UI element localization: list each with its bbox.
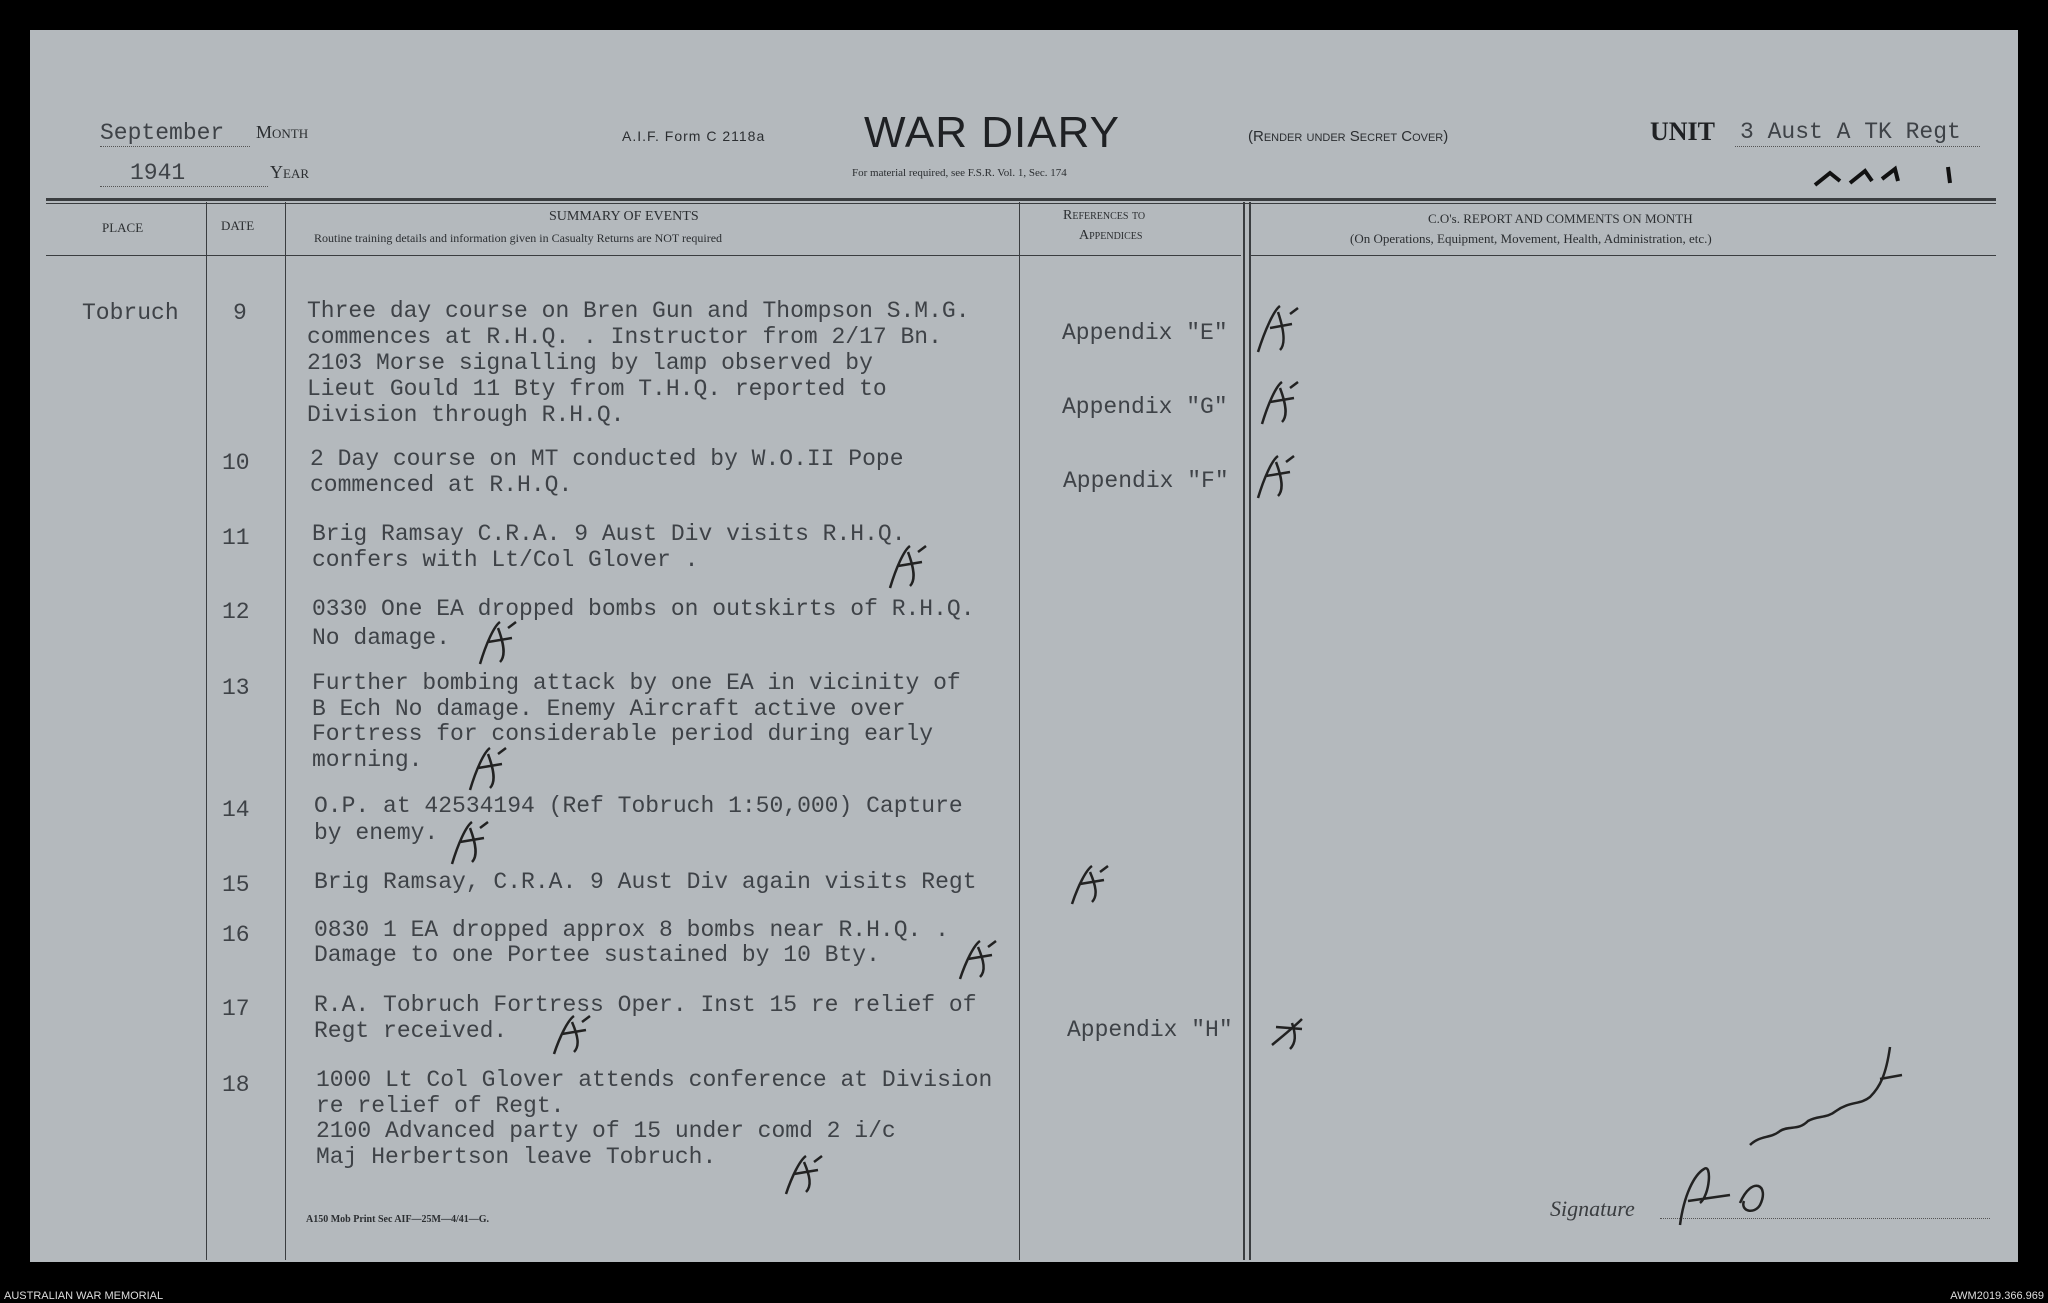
appendix-e: Appendix "E" bbox=[1062, 320, 1228, 346]
col-place: PLACE bbox=[102, 220, 144, 235]
entry-date: 18 bbox=[222, 1072, 250, 1098]
entry-text bbox=[310, 446, 904, 498]
entry-line: confers with Lt/Col Glover . bbox=[312, 547, 699, 573]
entry-date: 11 bbox=[222, 525, 250, 551]
entry-line: Brig Ramsay C.R.A. 9 Aust Div visits R.H.Q. bbox=[312, 521, 906, 547]
header-bottom-rule bbox=[46, 255, 1241, 256]
place-date-divider bbox=[206, 202, 207, 1260]
appendix-f: Appendix "F" bbox=[1063, 468, 1229, 494]
entry-text bbox=[312, 595, 975, 653]
handwritten-initial-mark bbox=[470, 616, 530, 671]
col-co-subtitle: (On Operations, Equipment, Movement, Health, Administration, etc.) bbox=[1350, 231, 1712, 246]
refs-co-divider-double bbox=[1249, 202, 1251, 1260]
unit-label: UNIT bbox=[1650, 117, 1716, 146]
summary-refs-divider bbox=[1019, 202, 1020, 1260]
handwritten-initial-mark bbox=[950, 935, 1010, 985]
col-references-line2: Appendices bbox=[1079, 228, 1143, 243]
entry-text: Brig Ramsay, C.R.A. 9 Aust Div again visits Regt bbox=[314, 869, 977, 895]
entry-line: by enemy. bbox=[314, 820, 439, 846]
year-value: 1941 bbox=[130, 160, 186, 186]
entry-text bbox=[312, 521, 906, 573]
entry-line: Fortress for considerable period during early bbox=[312, 721, 934, 747]
col-co-title: C.O's. REPORT AND COMMENTS ON MONTH bbox=[1428, 211, 1693, 226]
handwritten-initial-mark bbox=[1262, 1005, 1322, 1055]
year-label: Year bbox=[270, 162, 309, 182]
month-value: September bbox=[100, 120, 225, 146]
secret-cover-note: (Render under Secret Cover) bbox=[1248, 128, 1449, 145]
place-value: Tobruch bbox=[82, 300, 179, 326]
date-summary-divider bbox=[285, 202, 286, 1260]
entry-line: 0330 One EA dropped bombs on outskirts of R.H.Q. bbox=[312, 596, 975, 622]
entry-line: 2 Day course on MT conducted by W.O.II Pope bbox=[310, 446, 904, 472]
handwritten-initial-mark bbox=[1248, 450, 1308, 505]
entry-line: commenced at R.H.Q. bbox=[310, 472, 573, 498]
table-top-rule-thin bbox=[46, 203, 1996, 204]
entry-line: Damage to one Portee sustained by 10 Bty. bbox=[314, 942, 880, 968]
entry-text bbox=[314, 918, 949, 968]
form-reference: A.I.F. Form C 2118a bbox=[622, 128, 766, 144]
unit-rule bbox=[1735, 146, 1980, 147]
month-label: Month bbox=[256, 122, 309, 142]
footer-bar bbox=[0, 1290, 2048, 1303]
signature bbox=[1640, 1035, 1940, 1235]
entry-date: 15 bbox=[222, 872, 250, 898]
entry-date: 14 bbox=[222, 797, 250, 823]
fsr-note: For material required, see F.S.R. Vol. 1, Sec. 174 bbox=[852, 167, 1067, 179]
entry-text bbox=[316, 1068, 992, 1170]
ink-marks bbox=[1810, 155, 1960, 195]
entry-line: morning. bbox=[312, 746, 423, 773]
handwritten-initial-mark bbox=[880, 540, 940, 595]
handwritten-initial-mark bbox=[1252, 376, 1312, 431]
year-rule bbox=[100, 186, 268, 187]
col-summary-subtitle: Routine training details and information given in Casualty Returns are NOT required bbox=[314, 231, 723, 245]
entry-line: 0830 1 EA dropped approx 8 bombs near R.H.Q. . bbox=[314, 917, 949, 943]
entry-line: Three day course on Bren Gun and Thompson S.M.G. bbox=[307, 298, 970, 324]
footer-accession-number: AWM2019.366.969 bbox=[1950, 1290, 2044, 1302]
entry-date: 10 bbox=[222, 450, 250, 476]
col-summary-title: SUMMARY OF EVENTS bbox=[549, 209, 699, 224]
entry-date: 13 bbox=[222, 675, 250, 701]
handwritten-initial-mark bbox=[544, 1010, 604, 1060]
entry-line: 2100 Advanced party of 15 under comd 2 i/c bbox=[316, 1118, 896, 1144]
page-title: WAR DIARY bbox=[864, 108, 1120, 157]
entry-line: re relief of Regt. bbox=[316, 1092, 565, 1119]
entry-line: 2103 Morse signalling by lamp observed by bbox=[307, 350, 873, 376]
entry-line: Lieut Gould 11 Bty from T.H.Q. reported to bbox=[307, 376, 887, 402]
col-references-line1: References to bbox=[1063, 208, 1146, 223]
header-bottom-rule-right bbox=[1250, 255, 1996, 256]
entry-date: 17 bbox=[222, 996, 250, 1022]
entry-line: Maj Herbertson leave Tobruch. bbox=[316, 1143, 717, 1170]
entry-line: Further bombing attack by one EA in vicinity of bbox=[312, 670, 961, 696]
unit-value: 3 Aust A TK Regt bbox=[1740, 119, 1961, 145]
handwritten-initial-mark bbox=[442, 816, 502, 871]
entry-date: 9 bbox=[233, 300, 247, 326]
entry-text bbox=[307, 298, 970, 428]
entry-text bbox=[314, 992, 977, 1044]
entry-line: R.A. Tobruch Fortress Oper. Inst 15 re relief of bbox=[314, 992, 977, 1018]
handwritten-initial-mark bbox=[1062, 860, 1122, 910]
entry-text bbox=[312, 671, 961, 773]
entry-date: 12 bbox=[222, 599, 250, 625]
entry-line: O.P. at 42534194 (Ref Tobruch 1:50,000) Capture bbox=[314, 793, 963, 819]
entry-text bbox=[314, 793, 963, 847]
table-top-rule bbox=[46, 198, 1996, 201]
entry-date: 16 bbox=[222, 922, 250, 948]
appendix-g: Appendix "G" bbox=[1062, 394, 1228, 420]
handwritten-initial-mark bbox=[1250, 300, 1310, 360]
print-reference: A150 Mob Print Sec AIF—25M—4/41—G. bbox=[306, 1214, 490, 1225]
signature-label: Signature bbox=[1550, 1196, 1635, 1221]
entry-line: 1000 Lt Col Glover attends conference at Division bbox=[316, 1067, 993, 1093]
appendix-h: Appendix "H" bbox=[1067, 1017, 1233, 1043]
entry-line: commences at R.H.Q. . Instructor from 2/17 Bn. bbox=[307, 324, 942, 350]
entry-line: No damage. bbox=[312, 625, 451, 651]
month-rule bbox=[100, 146, 250, 147]
col-date: DATE bbox=[221, 218, 255, 233]
refs-co-divider bbox=[1243, 202, 1245, 1260]
footer-institution: AUSTRALIAN WAR MEMORIAL bbox=[4, 1290, 164, 1302]
handwritten-initial-mark bbox=[460, 742, 520, 797]
entry-line: Division through R.H.Q. bbox=[307, 402, 625, 428]
handwritten-initial-mark bbox=[776, 1150, 836, 1200]
entry-line: B Ech No damage. Enemy Aircraft active over bbox=[312, 695, 906, 722]
entry-line: Regt received. bbox=[314, 1018, 508, 1044]
